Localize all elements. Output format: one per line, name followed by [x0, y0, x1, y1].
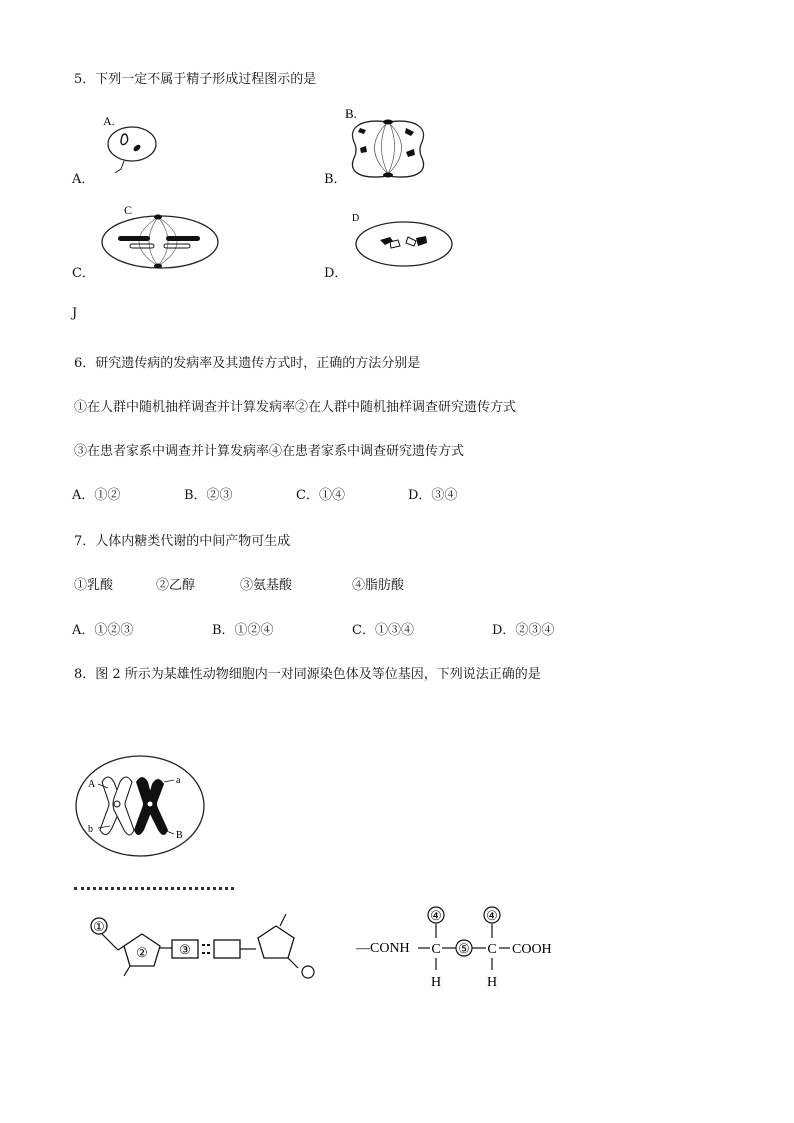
q6-option-c: C．①④: [296, 488, 345, 503]
peptide-h-right: H: [486, 975, 498, 990]
q7-item-4: ④脂肪酸: [352, 578, 405, 593]
gene-label-b: b: [88, 824, 93, 835]
nucleotide-label-1: ①: [93, 919, 105, 934]
cropped-caption: [74, 882, 244, 890]
q5-figure-a: [100, 114, 162, 182]
q6-stem: 6．研究遗传病的发病率及其遗传方式时，正确的方法分别是: [74, 356, 421, 371]
peptide-circle-4-left: ④: [430, 908, 442, 923]
q5-option-c: C．: [72, 266, 95, 281]
homologous-chromosome-figure: [72, 752, 212, 862]
q5-option-b: B．: [324, 172, 347, 187]
fig-b-label: B.: [345, 106, 357, 121]
q7-option-c: C．①③④: [352, 623, 414, 638]
peptide-c-left: C: [431, 942, 441, 957]
q8-stem: 8．图 2 所示为某雄性动物细胞内一对同源染色体及等位基因，下列说法正确的是: [74, 667, 541, 682]
peptide-left: —CONH: [356, 941, 410, 956]
fig-d-label: D: [352, 213, 360, 224]
stray-mark: J: [72, 306, 78, 321]
q5-figure-c: [100, 204, 222, 272]
q7-item-1: ①乳酸: [74, 578, 114, 593]
q6-option-d: D．③④: [408, 488, 458, 503]
peptide-structure-figure: [352, 904, 562, 994]
q6-items-line1: ①在人群中随机抽样调查并计算发病率②在人群中随机抽样调查研究遗传方式: [74, 400, 517, 415]
gene-label-B: B: [176, 830, 183, 841]
fig-c-label: C: [124, 204, 133, 217]
q6-option-a: A．①②: [72, 488, 121, 503]
nucleotide-label-3: ③: [179, 942, 191, 957]
q6-option-b: B．②③: [184, 488, 233, 503]
peptide-right: COOH: [512, 942, 552, 957]
q5-figure-d: [350, 212, 456, 270]
q5-option-d: D．: [324, 266, 348, 281]
peptide-circle-4-right: ④: [486, 908, 498, 923]
gene-label-a: a: [176, 775, 181, 786]
q7-item-3: ③氨基酸: [240, 578, 293, 593]
peptide-c-right: C: [487, 942, 497, 957]
peptide-circle-5: ⑤: [458, 941, 470, 956]
q5-option-a: A．: [72, 172, 95, 187]
fig-a-label: A.: [103, 114, 115, 128]
q6-items-line2: ③在患者家系中调查并计算发病率④在患者家系中调查研究遗传方式: [74, 444, 465, 459]
q7-option-a: A．①②③: [72, 623, 134, 638]
q7-option-d: D．②③④: [492, 623, 555, 638]
gene-label-A: A: [88, 779, 96, 790]
nucleotide-chain-figure: [86, 904, 336, 988]
q7-item-2: ②乙醇: [156, 578, 196, 593]
q5-stem: 5．下列一定不属于精子形成过程图示的是: [74, 72, 317, 87]
nucleotide-label-2: ②: [136, 945, 148, 960]
peptide-h-left: H: [430, 975, 442, 990]
q7-option-b: B．①②④: [212, 623, 274, 638]
q5-figure-b: [342, 106, 434, 186]
q7-stem: 7．人体内糖类代谢的中间产物可生成: [74, 534, 291, 549]
